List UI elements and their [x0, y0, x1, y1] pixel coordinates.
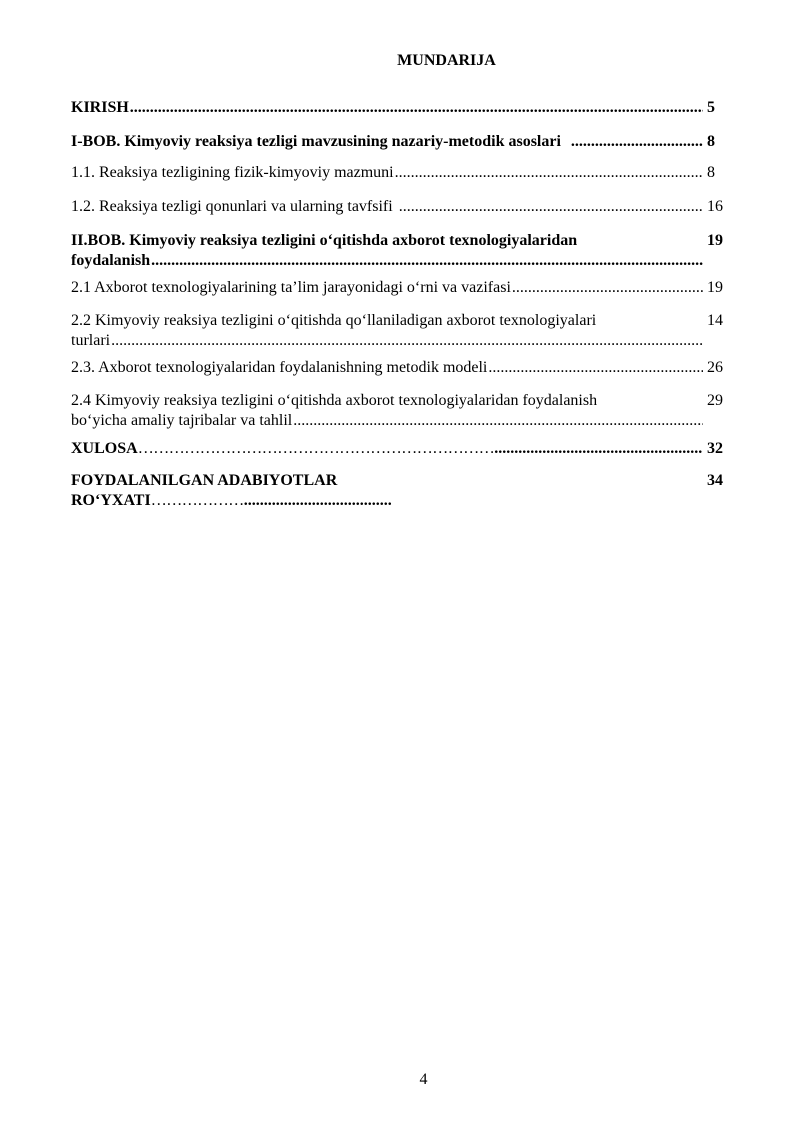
toc-page-number: 19 [707, 279, 723, 296]
toc-entry-title-line1: 2.2 Kimyoviy reaksiya tezligini o‘qitishda qo‘llaniladigan axborot texnologiyalari [71, 312, 597, 329]
toc-page-number: 8 [707, 164, 715, 181]
toc-entry-2-3[interactable] [71, 358, 731, 378]
toc-entry-title: KIRISH [71, 99, 129, 116]
toc-entry-title-line2: turlari [71, 332, 111, 349]
toc-entry-1-1[interactable] [71, 163, 731, 183]
toc-entry-1-2[interactable] [71, 197, 731, 217]
page-number: 4 [419, 1071, 428, 1088]
toc-page-number: 14 [707, 312, 723, 329]
toc-entry-title: 2.1 Axborot texnologiyalarining ta’lim jarayonidagi o‘rni va vazifasi [71, 279, 511, 296]
toc-leader-dots [494, 439, 703, 459]
toc-entry-title-line2: bo‘yicha amaliy tajribalar va tahlil [71, 412, 293, 429]
toc-entry-2-4[interactable] [71, 391, 731, 431]
toc-entry-kirish[interactable] [71, 98, 731, 118]
toc-entry-title-line1: II.BOB. Kimyoviy reaksiya tezligini o‘qitishda axborot texnologiyalaridan [71, 232, 578, 249]
toc-entry-title-line1: FOYDALANILGAN ADABIYOTLAR [71, 472, 338, 489]
toc-ellipsis: …………………………………………………………… [137, 440, 495, 457]
toc-entry-chapter-1[interactable] [71, 132, 731, 152]
toc-leader-dots [293, 411, 703, 431]
toc-leader-dots [130, 98, 703, 118]
toc-entry-title: 2.3. Axborot texnologiyalaridan foydalanishning metodik modeli [71, 359, 488, 376]
toc-page-number: 29 [707, 392, 723, 409]
toc-leader-dots [111, 331, 703, 351]
toc-page-number: 8 [707, 133, 715, 150]
toc-entry-title: 1.2. Reaksiya tezligi qonunlari va ularning tavfsifi [71, 198, 393, 215]
toc-entry-2-2[interactable] [71, 311, 731, 351]
toc-page-number: 26 [707, 359, 723, 376]
toc-leader-dots [399, 197, 703, 217]
toc-leader-dots [488, 358, 703, 378]
toc-heading: MUNDARIJA [397, 52, 496, 69]
toc-leader-dots [244, 491, 391, 511]
toc-leader-dots [151, 251, 703, 271]
toc-entry-xulosa[interactable] [71, 439, 731, 459]
toc-entry-title-line2: RO‘YXATI [71, 492, 151, 509]
toc-entry-title-line1: 2.4 Kimyoviy reaksiya tezligini o‘qitishda axborot texnologiyalaridan foydalanish [71, 392, 598, 409]
toc-entry-title: I-BOB. Kimyoviy reaksiya tezligi mavzusining nazariy-metodik asoslari [71, 133, 561, 150]
toc-entry-title: XULOSA [71, 440, 138, 457]
toc-entry-2-1[interactable] [71, 278, 731, 298]
toc-page-number: 32 [707, 440, 723, 457]
toc-page-number: 16 [707, 198, 723, 215]
toc-leader-dots [512, 278, 703, 298]
toc-entry-chapter-2[interactable] [71, 231, 731, 271]
toc-entry-references[interactable] [71, 471, 731, 511]
toc-page-number: 34 [707, 472, 723, 489]
toc-leader-dots [395, 163, 703, 183]
toc-entry-title-line2: foydalanish [71, 252, 151, 269]
toc-ellipsis: ……………… [150, 492, 244, 509]
toc-page-number: 5 [707, 99, 715, 116]
toc-page-number: 19 [707, 232, 723, 249]
toc-entry-title: 1.1. Reaksiya tezligining fizik-kimyoviy mazmuni [71, 164, 394, 181]
toc-leader-dots [571, 132, 703, 152]
